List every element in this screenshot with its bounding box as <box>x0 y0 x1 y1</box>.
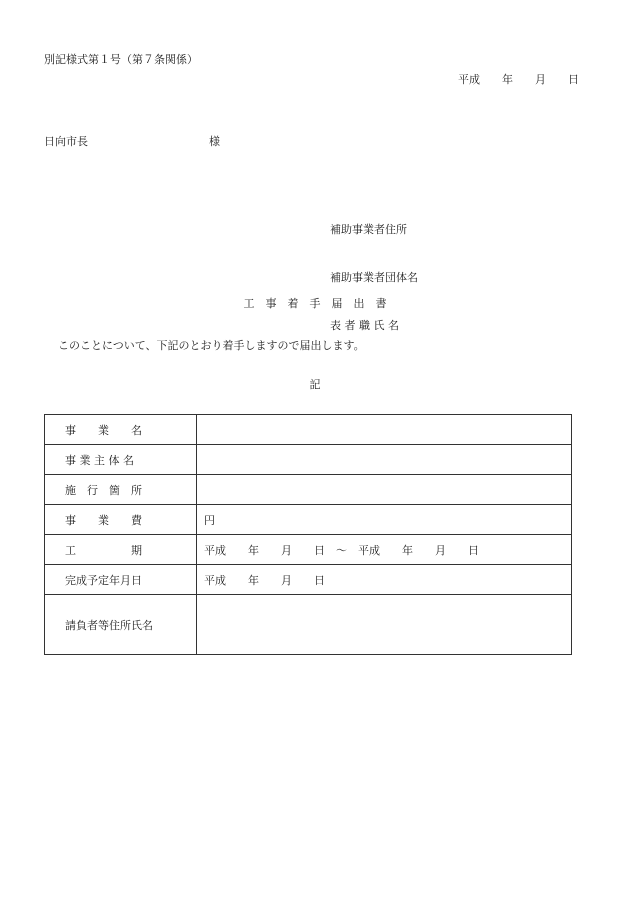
label-project-cost: 事 業 費 <box>45 505 197 535</box>
value-contractor[interactable] <box>197 595 572 655</box>
row-contractor <box>45 595 572 655</box>
label-contractor: 請負者等住所氏名 <box>45 595 197 655</box>
value-project-name[interactable] <box>197 415 572 445</box>
date-line: 平成 年 月 日 <box>458 73 579 86</box>
value-project-entity[interactable] <box>197 445 572 475</box>
row-construction-period <box>45 535 572 565</box>
document-title: 工 事 着 手 届 出 書 <box>243 297 387 310</box>
row-project-entity <box>45 445 572 475</box>
label-completion-date: 完成予定年月日 <box>45 565 197 595</box>
label-construction-site: 施 行 箇 所 <box>45 475 197 505</box>
form-label: 別記様式第１号（第７条関係） <box>44 53 198 66</box>
value-project-cost[interactable]: 円 <box>197 505 572 535</box>
applicant-block <box>330 195 418 353</box>
value-completion-date[interactable]: 平成 年 月 日 <box>197 565 572 595</box>
details-table <box>44 414 572 655</box>
applicant-org-label: 補助事業者団体名 <box>330 271 418 284</box>
label-project-name: 事 業 名 <box>45 415 197 445</box>
applicant-rep-label: 表 者 職 氏 名 <box>330 319 399 332</box>
label-project-entity: 事 業 主 体 名 <box>45 445 197 475</box>
label-construction-period: 工 期 <box>45 535 197 565</box>
row-construction-site <box>45 475 572 505</box>
addressee-honorific: 様 <box>209 135 220 148</box>
body-text: このことについて、下記のとおり着手しますので届出します。 <box>58 339 365 352</box>
row-project-cost <box>45 505 572 535</box>
addressee-name: 日向市長 <box>44 135 88 148</box>
value-construction-period[interactable]: 平成 年 月 日 〜 平成 年 月 日 <box>197 535 572 565</box>
applicant-address-label: 補助事業者住所 <box>330 223 407 236</box>
row-project-name <box>45 415 572 445</box>
row-completion-date <box>45 565 572 595</box>
ki-heading: 記 <box>309 378 321 391</box>
value-construction-site[interactable] <box>197 475 572 505</box>
